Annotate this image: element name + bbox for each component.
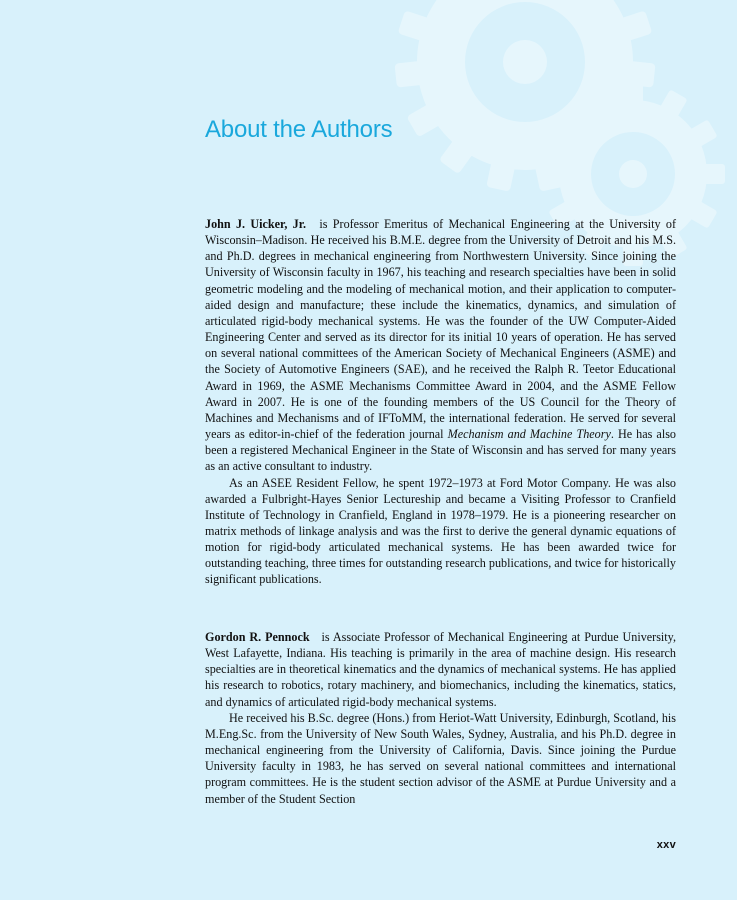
page-number: xxv [656,839,676,851]
bio-paragraph: As an ASEE Resident Fellow, he spent 1972–1973 at Ford Motor Company. He was also awarded a Fulbright-Hayes Senior Lectureship and became a Visiting Professor to Cranfield Institute of Technology in Cranfield, England in 1978–1979. He is a pioneering researcher on matrix methods of linkage analysis and was the first to derive the general dynamic equations of motion for rigid-body articulated mechanical systems. He has been awarded twice for outstanding teaching, three times for outstanding research publications, and twice for historically significant publications. [205,475,676,587]
author-bio-pennock [205,629,676,807]
author-name: Gordon R. Pennock [205,630,310,644]
bio-paragraph: John J. Uicker, Jr. is Professor Emeritus of Mechanical Engineering at the University of Wisconsin–Madison. He received his B.M.E. degree from the University of Detroit and his M.S. and Ph.D. degrees in mechanical engineering from Northwestern University. Since joining the University of Wisconsin faculty in 1967, his teaching and research specialties have been in solid geometric modeling and the modeling of mechanical motion, and their application to computer-aided design and manufacture; these include the kinematics, dynamics, and simulation of articulated rigid-body mechanical systems. He was the founder of the UW Computer-Aided Engineering Center and served as its director for its initial 10 years of operation. He has served on several national committees of the American Society of Mechanical Engineers (ASME) and the Society of Automotive Engineers (SAE), and he received the Ralph R. Teetor Educational Award in 1969, the ASME Mechanisms Committee Award in 2004, and the ASME Fellow Award in 2007. He is one of the founding members of the US Council for the Theory of Machines and Mechanisms and of IFToMM, the international federation. He served for several years as editor-in-chief of the federation journal Mechanism and Machine Theory. He has also been a registered Mechanical Engineer in the State of Wisconsin and has served for many years as an active consultant to industry. [205,217,676,474]
page-title: About the Authors [205,116,393,143]
author-bio-uicker [205,216,676,588]
author-name: John J. Uicker, Jr. [205,217,307,231]
bio-paragraph: He received his B.Sc. degree (Hons.) from Heriot-Watt University, Edinburgh, Scotland, his M.Eng.Sc. from the University of New South Wales, Sydney, Australia, and his Ph.D. degree in mechanical engineering from the University of California, Davis. Since joining the Purdue University faculty in 1983, he has served on several national committees and international program committees. He is the student section advisor of the ASME at Purdue University and a member of the Student Section [205,710,676,806]
bio-paragraph: Gordon R. Pennock is Associate Professor of Mechanical Engineering at Purdue University, West Lafayette, Indiana. His teaching is primarily in the area of machine design. His research specialties are in theoretical kinematics and the dynamics of mechanical systems. He has applied his research to robotics, rotary machinery, and biomechanics, including the kinematics, statics, and dynamics of articulated rigid-body mechanical systems. [205,630,676,709]
journal-title: Mechanism and Machine Theory [447,427,611,442]
